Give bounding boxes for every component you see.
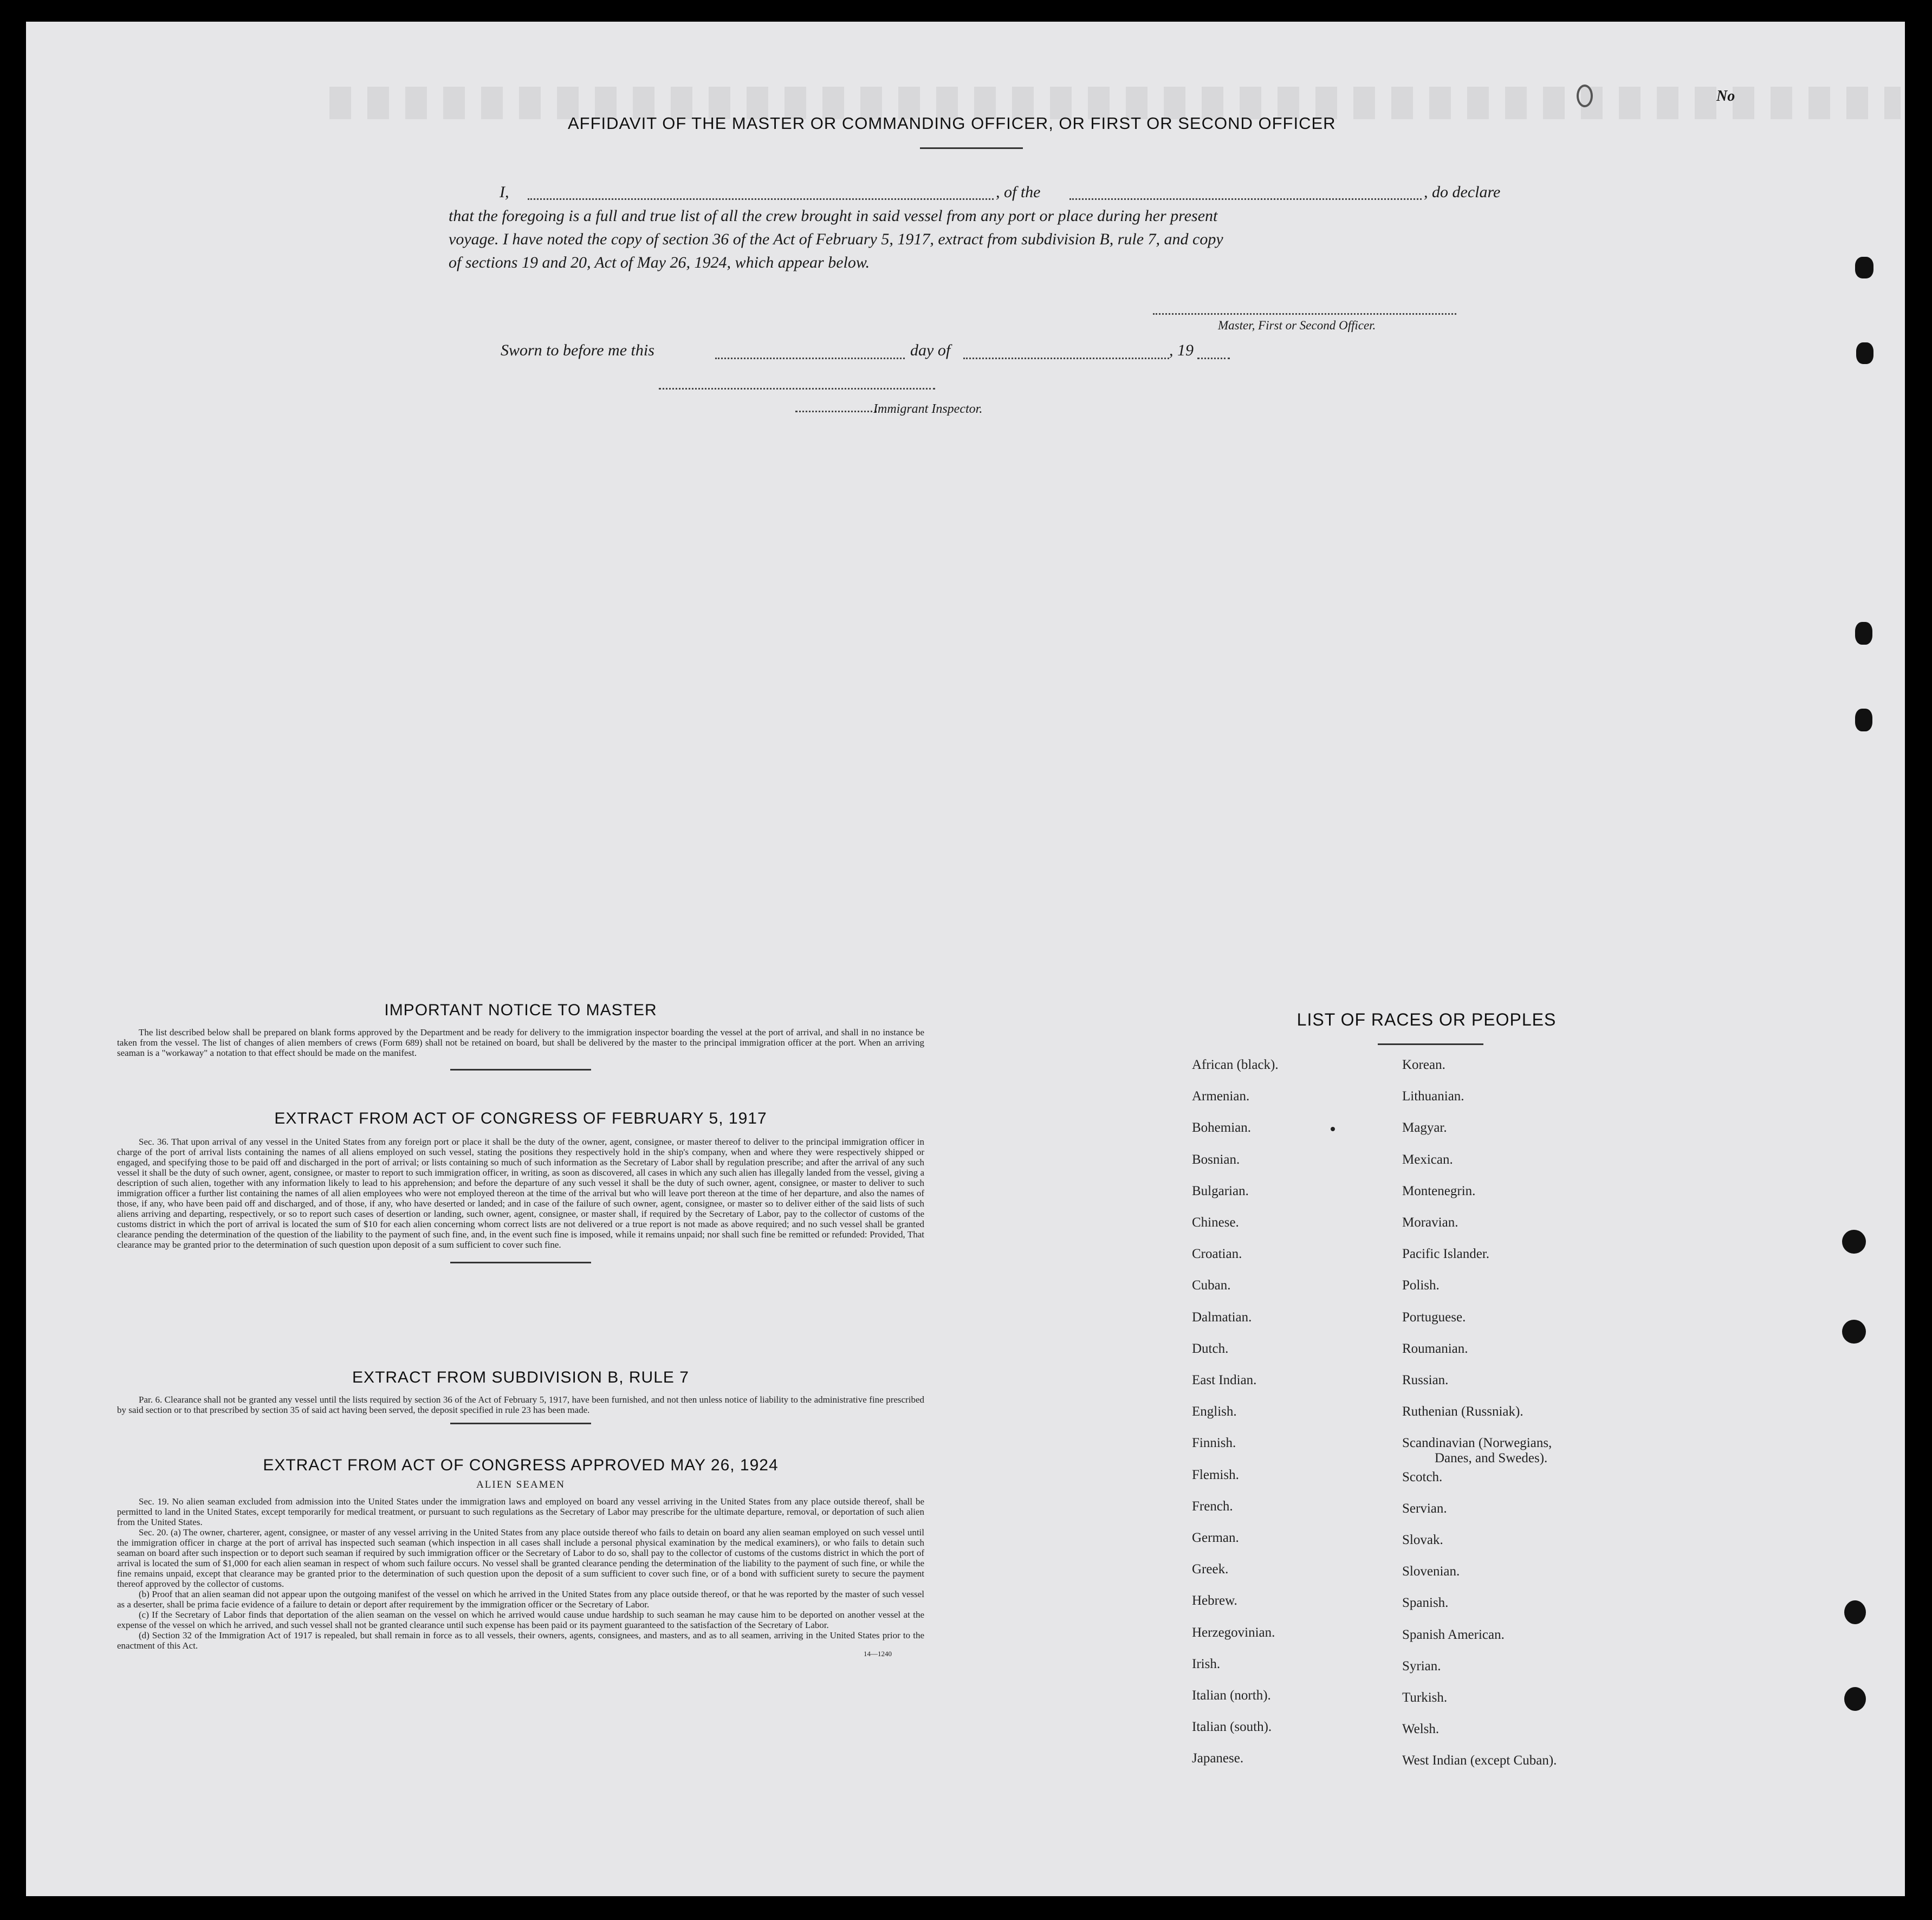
affidavit-title: AFFIDAVIT OF THE MASTER OR COMMANDING OFFICER, OR FIRST OR SECOND OFFICER — [568, 114, 1336, 133]
race-item: Scotch. — [1402, 1469, 1443, 1484]
race-item: Italian (north). — [1192, 1688, 1271, 1703]
race-item: Italian (south). — [1192, 1720, 1272, 1735]
races-title: LIST OF RACES OR PEOPLES — [1296, 1010, 1557, 1029]
race-item: Polish. — [1402, 1278, 1440, 1293]
extract-1917-body: Sec. 36. That upon arrival of any vessel in the United States from any foreign port or place it shall be the duty of the owner, agent, consignee, or master thereof to deliver to the principal immigration officer in charge of the port of arrival lists containing the names of all aliens employed on such vessel, stating the positions they respectively hold in the ship's company, when and where they were respectively shipped or engaged, and specifying those to be paid off and discharged in the port of arrival; or lists containing so much of such information as the Secretary of Labor shall by regulation prescribe; and after the arrival of any such vessel it shall be the duty of such owner, agent, consignee, or master to report to such immigration officer, in writing, as soon as discovered, all cases in which any such alien has illegally landed from the vessel, giving a description of such alien, together with any information likely to lead to his apprehension; and before the departure of any such vessel it shall be the duty of such owner, agent, consignee, or master to deliver to such immigration officer a further list containing the names of all alien employees who were not employed thereon at the time of the arrival but who will leave port thereon at the time of her departure, and also the names of those, if any, who have been paid off and discharged, and of those, if any, who have deserted or landed; and in case of the failure of such owner, agent, consignee, or master so to deliver either of the said lists of such aliens arriving and departing, respectively, or so to report such cases of desertion or landing, such owner, agent, consignee, or master shall, if required by the Secretary of Labor, pay to the collector of customs of the customs district in which the port of arrival is located the sum of $10 for each alien concerning whom correct lists are not delivered or a true report is not made as above required; and no such vessel shall be granted clearance pending the determination of the question of the liability to the payment of such fine, and, in the event such fine is imposed, while it remains unpaid; nor shall such fine be remitted or refunded: Provided, That clearance may be granted prior to the determination of such question upon deposit of a sum sufficient to cover such fine. — [117, 1137, 924, 1250]
race-item: Servian. — [1402, 1501, 1447, 1516]
i-label: I, — [500, 183, 509, 201]
race-item: Hebrew. — [1192, 1593, 1237, 1608]
sworn-label: Sworn to before me this — [501, 341, 654, 359]
sworn-date-blank[interactable] — [715, 358, 905, 359]
section-divider — [450, 1262, 591, 1263]
race-item: Korean. — [1402, 1058, 1445, 1072]
affidavit-line-2: that the foregoing is a full and true list of all the crew brought in said vessel from any port or place during her present — [449, 207, 1218, 225]
do-declare-label: , do declare — [1424, 183, 1501, 201]
section-divider — [450, 1423, 591, 1424]
binder-hole — [1856, 342, 1873, 364]
race-item: Finnish. — [1192, 1436, 1236, 1451]
race-item: Chinese. — [1192, 1215, 1239, 1230]
race-item: African (black). — [1192, 1058, 1279, 1072]
race-item: Montenegrin. — [1402, 1183, 1476, 1198]
races-title-underline — [1378, 1043, 1483, 1045]
binder-hole — [1842, 1230, 1866, 1254]
master-signature-blank[interactable] — [1153, 313, 1456, 315]
race-item: Cuban. — [1192, 1278, 1231, 1293]
race-item: Flemish. — [1192, 1467, 1239, 1482]
race-item: Spanish. — [1402, 1595, 1449, 1611]
race-item: Herzegovinian. — [1192, 1625, 1275, 1640]
month-blank[interactable] — [963, 358, 1169, 359]
binder-hole — [1855, 709, 1872, 731]
notice-body: The list described below shall be prepared on blank forms approved by the Department and be ready for delivery to the immigration inspector boarding the vessel at the port of arrival, and shall in no instance be taken from the vessel. The list of changes of alien members of crews (Form 689) shall not be retained on board, but shall be delivered by the master to the principal immigration officer at the port. When an arriving seaman is a "workaway" a notation to that effect should be made on the manifest. — [117, 1027, 924, 1058]
race-item: German. — [1192, 1530, 1239, 1545]
race-item: Moravian. — [1402, 1215, 1458, 1230]
binder-hole — [1844, 1687, 1866, 1711]
sec-20d-body: (d) Section 32 of the Immigration Act of 1917 is repealed, but shall remain in force as to all vessels, their owners, agents, consignees, and masters, and as to all seamen, arriving in the United States prior to the enactment of this Act. — [117, 1630, 924, 1651]
vessel-blank[interactable] — [1069, 198, 1422, 200]
sec-20c-body: (c) If the Secretary of Labor finds that deportation of the alien seaman on the vessel on which he arrived would cause undue hardship to such seaman he may cause him to be deported on another vessel at the expense of the vessel on which he arrived, and such vessel shall not be granted clearance until such expense has been paid or its payment guaranteed to the satisfaction of the Secretary of Labor. — [117, 1610, 924, 1630]
race-item: Dutch. — [1192, 1341, 1229, 1356]
race-item: Greek. — [1192, 1562, 1229, 1577]
sec-20a-body: Sec. 20. (a) The owner, charterer, agent, consignee, or master of any vessel arriving in the United States from any place outside thereof who fails to detain on board any alien seaman employed on such vessel until the immigration officer in charge at the port of arrival has inspected such seaman (which inspection in all cases shall include a personal physical examination by the medical examiners), or who fails to detain such seaman on board after such inspection or to deport such seaman if required by such immigration officer or the Secretary of Labor to do so, shall pay to the collector of customs of the customs district in which the port of arrival is located the sum of $1,000 for each alien seaman in respect of whom such failure occurs. No vessel shall be granted clearance pending the determination of the liability to the payment of such fine, or while the fine remains unpaid, except that clearance may be granted prior to the determination of such question upon the deposit of a sum sufficient to cover such fine, or of a bond with sufficient surety to secure the payment thereof approved by the collector of customs. — [117, 1527, 924, 1589]
extract-1924-title: EXTRACT FROM ACT OF CONGRESS APPROVED MAY 26, 1924 — [263, 1456, 779, 1474]
alien-seamen-subtitle: ALIEN SEAMEN — [476, 1479, 565, 1490]
extract-1917-section — [117, 1110, 924, 1263]
extract-1924-section — [117, 1456, 924, 1658]
title-underline — [920, 147, 1023, 149]
extract-rule7-body: Par. 6. Clearance shall not be granted any vessel until the lists required by section 36 of the Act of February 5, 1917, have been furnished, and not then unless notice of liability to the administrative fine prescribed by said section or to that prescribed by section 35 of said act having been served, the deposit specified in rule 23 has been made. — [117, 1394, 924, 1415]
binder-hole — [1842, 1320, 1866, 1344]
stray-dot — [1331, 1127, 1335, 1131]
race-item: Roumanian. — [1402, 1341, 1468, 1356]
race-item: Dalmatian. — [1192, 1309, 1252, 1325]
affidavit-line-3: voyage. I have noted the copy of section 36 of the Act of February 5, 1917, extract from subdivision B, rule 7, and copy — [449, 230, 1223, 248]
race-item: English. — [1192, 1404, 1237, 1419]
master-signature-label: Master, First or Second Officer. — [1218, 319, 1376, 332]
form-number: 14—1240 — [864, 1650, 892, 1658]
race-item: Ruthenian (Russniak). — [1402, 1404, 1523, 1419]
race-item: Armenian. — [1192, 1089, 1250, 1104]
race-item: Mexican. — [1402, 1152, 1453, 1167]
year-blank[interactable] — [1197, 358, 1230, 359]
race-item: Lithuanian. — [1402, 1089, 1464, 1104]
inspector-label: Immigrant Inspector. — [873, 402, 983, 416]
extract-1917-title: EXTRACT FROM ACT OF CONGRESS OF FEBRUARY 5, 1917 — [274, 1110, 767, 1127]
race-item: Spanish American. — [1402, 1627, 1505, 1642]
race-item: Bosnian. — [1192, 1152, 1240, 1167]
sec-20b-body: (b) Proof that an alien seaman did not appear upon the outgoing manifest of the vessel on which he arrived in the United States from any place outside thereof, or that he was reported by the master of such vessel as a deserter, shall be prima facie evidence of a failure to detain or deport after requirement by the immigration officer or the Secretary of Labor. — [117, 1589, 924, 1610]
pencil-mark — [1577, 85, 1593, 107]
binder-hole — [1855, 257, 1873, 278]
inspector-blank-1[interactable] — [659, 388, 935, 390]
year-label: , 19 — [1169, 341, 1194, 359]
name-blank[interactable] — [528, 198, 994, 200]
race-item: Bohemian. — [1192, 1120, 1252, 1136]
notice-section — [117, 1001, 924, 1071]
race-item: Irish. — [1192, 1656, 1221, 1671]
race-item: Japanese. — [1192, 1751, 1244, 1766]
notice-title: IMPORTANT NOTICE TO MASTER — [384, 1001, 657, 1019]
race-item: Bulgarian. — [1192, 1183, 1249, 1198]
race-item: Welsh. — [1402, 1722, 1440, 1737]
race-item: Scandinavian (Norwegians, — [1402, 1436, 1552, 1451]
form-sheet — [26, 22, 1905, 1896]
race-item: Portuguese. — [1402, 1309, 1466, 1325]
race-item: West Indian (except Cuban). — [1402, 1753, 1557, 1768]
day-of-label: day of — [910, 341, 951, 359]
race-item-continuation: Danes, and Swedes). — [1435, 1451, 1548, 1466]
race-item: Pacific Islander. — [1402, 1247, 1490, 1262]
binder-hole — [1855, 622, 1872, 645]
race-item: Slovak. — [1402, 1533, 1443, 1547]
corner-number-mark: No — [1716, 88, 1735, 105]
race-item: East Indian. — [1192, 1373, 1257, 1387]
race-item: Croatian. — [1192, 1247, 1242, 1262]
race-item: Magyar. — [1402, 1120, 1447, 1136]
extract-rule7-section — [117, 1368, 924, 1424]
race-item: Syrian. — [1402, 1658, 1441, 1673]
extract-rule7-title: EXTRACT FROM SUBDIVISION B, RULE 7 — [352, 1368, 689, 1386]
section-divider — [450, 1069, 591, 1071]
race-item: Slovenian. — [1402, 1564, 1460, 1579]
sec-19-body: Sec. 19. No alien seaman excluded from admission into the United States under the immigration laws and employed on board any vessel arriving in the United States from any place outside thereof, shall be permitted to land in the United States, except temporarily for medical treatment, or pursuant to such regulations as the Secretary of Labor may prescribe for the ultimate departure, removal, or deportation of such alien from the United States. — [117, 1496, 924, 1527]
of-the-label: , of the — [996, 183, 1041, 201]
race-item: Russian. — [1402, 1373, 1449, 1387]
affidavit-line-4: of sections 19 and 20, Act of May 26, 1924, which appear below. — [449, 254, 870, 271]
race-item: Turkish. — [1402, 1690, 1448, 1705]
inspector-blank-2[interactable] — [795, 411, 877, 412]
binder-hole — [1844, 1600, 1866, 1624]
race-item: French. — [1192, 1499, 1233, 1514]
